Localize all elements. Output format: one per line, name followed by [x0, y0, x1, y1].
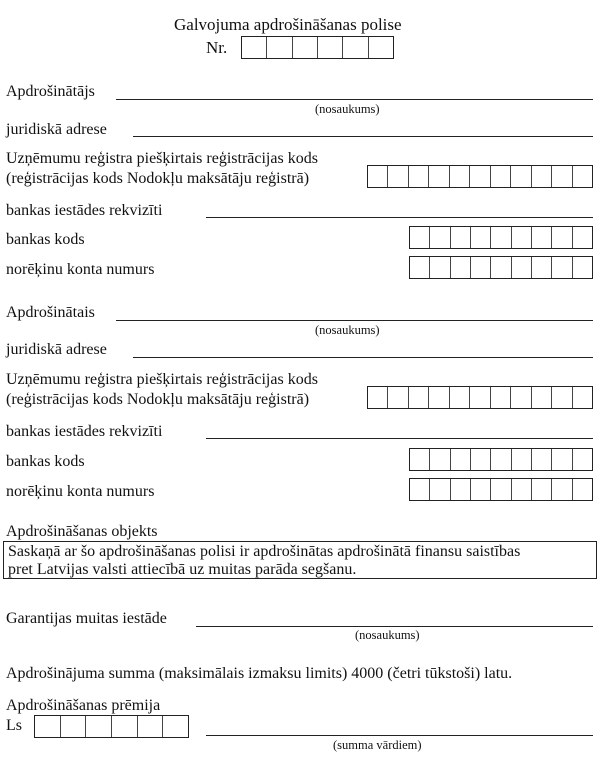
insured-label: Apdrošinātais: [6, 304, 95, 321]
insured-address-field[interactable]: [133, 357, 593, 358]
insured-name-field[interactable]: [116, 320, 593, 321]
insured-bank-code-field[interactable]: [409, 448, 593, 471]
character-cell[interactable]: [551, 257, 571, 278]
character-cell[interactable]: [470, 257, 490, 278]
sum-insured-text: Apdrošinājuma summa (maksimālais izmaksu limits) 4000 (četri tūkstoši) latu.: [6, 665, 513, 682]
character-cell[interactable]: [387, 387, 407, 408]
character-cell[interactable]: [572, 166, 592, 187]
character-cell[interactable]: [572, 387, 592, 408]
character-cell[interactable]: [510, 166, 530, 187]
character-cell[interactable]: [368, 37, 393, 58]
customs-office-caption: (nosaukums): [355, 628, 420, 642]
character-cell[interactable]: [410, 449, 429, 470]
character-cell[interactable]: [490, 257, 510, 278]
insurer-name-caption: (nosaukums): [315, 102, 380, 116]
character-cell[interactable]: [450, 449, 470, 470]
character-cell[interactable]: [490, 227, 510, 248]
character-cell[interactable]: [429, 227, 449, 248]
premium-label: Apdrošināšanas prēmija: [6, 697, 161, 714]
premium-amount-field[interactable]: [34, 715, 189, 738]
customs-office-label: Garantijas muitas iestāde: [6, 610, 167, 627]
character-cell[interactable]: [449, 166, 469, 187]
number-label: Nr.: [206, 38, 228, 57]
character-cell[interactable]: [410, 257, 429, 278]
insured-account-field[interactable]: [409, 478, 593, 501]
insured-reg-code-field[interactable]: [367, 386, 593, 409]
character-cell[interactable]: [450, 479, 470, 500]
insurance-object-text-1: Saskaņā ar šo apdrošināšanas polisi ir apdrošinātas apdrošinātā finansu saistības: [8, 543, 521, 560]
insured-bank-details-label: bankas iestādes rekvizīti: [6, 423, 163, 440]
character-cell[interactable]: [470, 227, 490, 248]
character-cell[interactable]: [137, 716, 163, 737]
character-cell[interactable]: [551, 227, 571, 248]
character-cell[interactable]: [450, 227, 470, 248]
character-cell[interactable]: [511, 257, 531, 278]
premium-words-caption: (summa vārdiem): [333, 738, 422, 752]
character-cell[interactable]: [317, 37, 342, 58]
character-cell[interactable]: [551, 166, 571, 187]
insurer-address-field[interactable]: [133, 136, 593, 137]
character-cell[interactable]: [368, 166, 387, 187]
insured-name-caption: (nosaukums): [315, 323, 380, 337]
insurer-bank-details-label: bankas iestādes rekvizīti: [6, 202, 163, 219]
insurer-reg-code-field[interactable]: [367, 165, 593, 188]
insurer-address-label: juridiskā adrese: [6, 121, 107, 138]
character-cell[interactable]: [111, 716, 137, 737]
character-cell[interactable]: [266, 37, 291, 58]
character-cell[interactable]: [368, 387, 387, 408]
character-cell[interactable]: [469, 166, 489, 187]
insurer-reg-code-label-1: Uzņēmumu reģistra piešķirtais reģistrācijas kods: [6, 150, 318, 167]
insured-address-label: juridiskā adrese: [6, 341, 107, 358]
character-cell[interactable]: [85, 716, 111, 737]
policy-number-field[interactable]: [241, 36, 394, 59]
character-cell[interactable]: [410, 227, 429, 248]
page-title: Galvojuma apdrošināšanas polise: [174, 15, 402, 34]
insurer-account-field[interactable]: [409, 256, 593, 279]
insured-reg-code-label-2: (reģistrācijas kods Nodokļu maksātāju reģistrā): [6, 391, 310, 408]
character-cell[interactable]: [572, 257, 592, 278]
character-cell[interactable]: [490, 479, 510, 500]
character-cell[interactable]: [490, 449, 510, 470]
premium-currency: Ls: [6, 717, 22, 734]
premium-words-field[interactable]: [206, 735, 593, 736]
character-cell[interactable]: [429, 479, 449, 500]
insurer-name-field[interactable]: [116, 99, 593, 100]
insured-account-label: norēķinu konta numurs: [6, 483, 155, 500]
character-cell[interactable]: [387, 166, 407, 187]
character-cell[interactable]: [531, 257, 551, 278]
insurer-bank-code-field[interactable]: [409, 226, 593, 249]
character-cell[interactable]: [531, 449, 551, 470]
character-cell[interactable]: [470, 479, 490, 500]
character-cell[interactable]: [470, 449, 490, 470]
character-cell[interactable]: [511, 449, 531, 470]
character-cell[interactable]: [35, 716, 60, 737]
character-cell[interactable]: [408, 166, 428, 187]
character-cell[interactable]: [572, 227, 592, 248]
character-cell[interactable]: [510, 387, 530, 408]
character-cell[interactable]: [551, 479, 571, 500]
character-cell[interactable]: [511, 227, 531, 248]
character-cell[interactable]: [449, 387, 469, 408]
character-cell[interactable]: [531, 387, 551, 408]
insured-reg-code-label-1: Uzņēmumu reģistra piešķirtais reģistrācijas kods: [6, 371, 318, 388]
character-cell[interactable]: [429, 257, 449, 278]
character-cell[interactable]: [531, 227, 551, 248]
character-cell[interactable]: [572, 449, 592, 470]
character-cell[interactable]: [428, 166, 448, 187]
character-cell[interactable]: [490, 166, 510, 187]
insured-bank-code-label: bankas kods: [6, 453, 85, 470]
insurer-bank-code-label: bankas kods: [6, 231, 85, 248]
character-cell[interactable]: [162, 716, 188, 737]
character-cell[interactable]: [428, 387, 448, 408]
character-cell[interactable]: [410, 479, 429, 500]
character-cell[interactable]: [450, 257, 470, 278]
character-cell[interactable]: [572, 479, 592, 500]
insurer-account-label: norēķinu konta numurs: [6, 261, 155, 278]
insurer-reg-code-label-2: (reģistrācijas kods Nodokļu maksātāju reģistrā): [6, 170, 310, 187]
insurance-object-text-2: pret Latvijas valsti attiecībā uz muitas parāda segšanu.: [8, 561, 357, 578]
character-cell[interactable]: [469, 387, 489, 408]
character-cell[interactable]: [408, 387, 428, 408]
insurer-label: Apdrošinātājs: [6, 83, 95, 100]
insurance-object-box: [3, 541, 597, 579]
insurance-object-label: Apdrošināšanas objekts: [6, 523, 158, 540]
character-cell[interactable]: [531, 166, 551, 187]
customs-office-field[interactable]: [196, 626, 593, 627]
character-cell[interactable]: [342, 37, 367, 58]
character-cell[interactable]: [242, 37, 266, 58]
character-cell[interactable]: [292, 37, 317, 58]
character-cell[interactable]: [490, 387, 510, 408]
character-cell[interactable]: [60, 716, 86, 737]
character-cell[interactable]: [511, 479, 531, 500]
insurer-bank-details-field[interactable]: [206, 217, 593, 218]
character-cell[interactable]: [531, 479, 551, 500]
character-cell[interactable]: [429, 449, 449, 470]
insured-bank-details-field[interactable]: [206, 438, 593, 439]
character-cell[interactable]: [551, 387, 571, 408]
character-cell[interactable]: [551, 449, 571, 470]
